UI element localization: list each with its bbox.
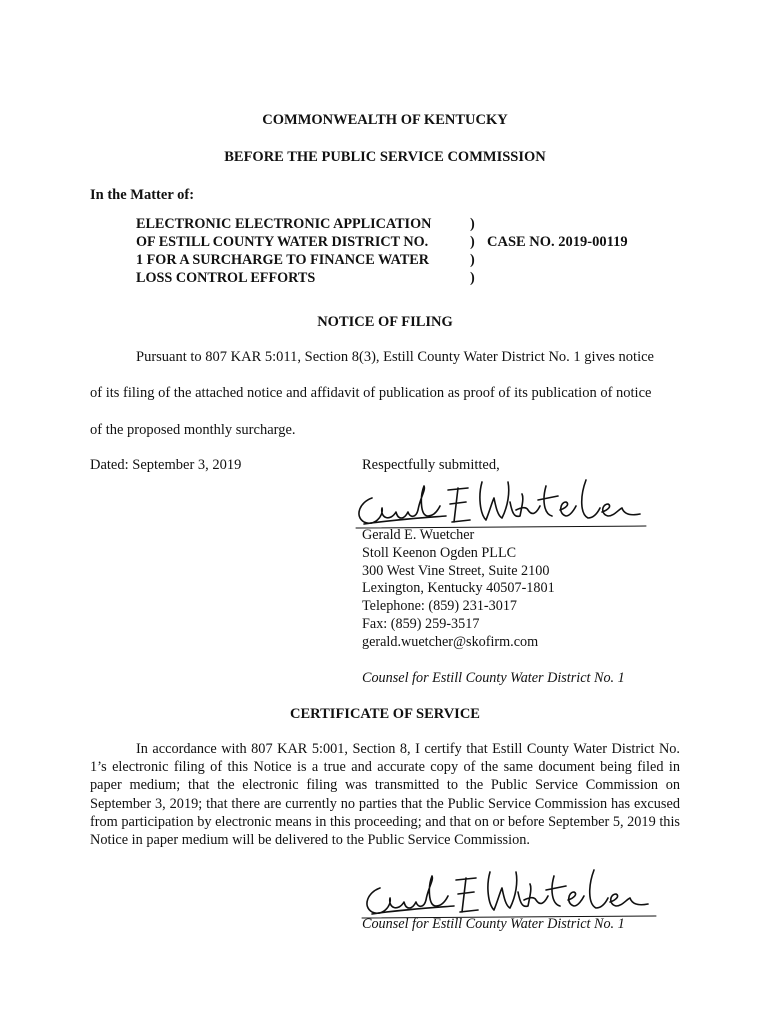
caption-line: OF ESTILL COUNTY WATER DISTRICT NO. — [136, 234, 429, 250]
certificate-body: In accordance with 807 KAR 5:001, Section 8, I certify that Estill County Water District No. 1’s electronic filing of this Notice is a true and accurate copy of the same document being filed in paper medium; that the electronic filing was transmitted to the Public Service Commission on September 3, 2019; that there are currently no parties that the Public Service Commission has excused from participation by electronic means in this proceeding; and that on or before September 5, 2019 this Notice in paper medium will be delivered to the Public Service Commission. — [90, 741, 680, 849]
counsel-name: Gerald E. Wuetcher — [362, 527, 475, 543]
header-commonwealth: COMMONWEALTH OF KENTUCKY — [262, 112, 508, 128]
counsel-email: gerald.wuetcher@skofirm.com — [362, 633, 539, 650]
dated-line: Dated: September 3, 2019 — [90, 457, 242, 473]
caption-paren: ) — [470, 216, 475, 232]
case-number: CASE NO. 2019-00119 — [487, 234, 628, 250]
header-commission: BEFORE THE PUBLIC SERVICE COMMISSION — [224, 149, 546, 165]
caption-paren: ) — [470, 270, 475, 286]
counsel-street: 300 West Vine Street, Suite 2100 — [362, 562, 550, 579]
matter-label: In the Matter of: — [90, 187, 195, 203]
notice-body-line: of the proposed monthly surcharge. — [90, 422, 296, 438]
counsel-role: Counsel for Estill County Water District No. 1 — [362, 670, 625, 686]
certificate-title: CERTIFICATE OF SERVICE — [290, 706, 480, 722]
respectfully-submitted: Respectfully submitted, — [362, 457, 500, 473]
caption-paren: ) — [470, 252, 475, 268]
caption-line: LOSS CONTROL EFFORTS — [136, 270, 316, 286]
caption-line: ELECTRONIC ELECTRONIC APPLICATION — [136, 216, 432, 232]
notice-body-line: Pursuant to 807 KAR 5:011, Section 8(3), Estill County Water District No. 1 gives notice — [136, 349, 654, 365]
caption-line: 1 FOR A SURCHARGE TO FINANCE WATER — [136, 252, 429, 268]
signature-image — [350, 476, 650, 534]
counsel-fax: Fax: (859) 259-3517 — [362, 615, 480, 632]
certificate-counsel-role: Counsel for Estill County Water District No. 1 — [362, 916, 625, 932]
notice-title: NOTICE OF FILING — [317, 314, 453, 330]
counsel-city: Lexington, Kentucky 40507-1801 — [362, 580, 555, 597]
counsel-telephone: Telephone: (859) 231-3017 — [362, 598, 518, 615]
notice-body-line: of its filing of the attached notice and affidavit of publication as proof of its publication of notice — [90, 385, 652, 401]
counsel-block — [362, 527, 555, 652]
caption-paren: ) — [470, 234, 475, 250]
counsel-firm: Stoll Keenon Ogden PLLC — [362, 544, 517, 561]
